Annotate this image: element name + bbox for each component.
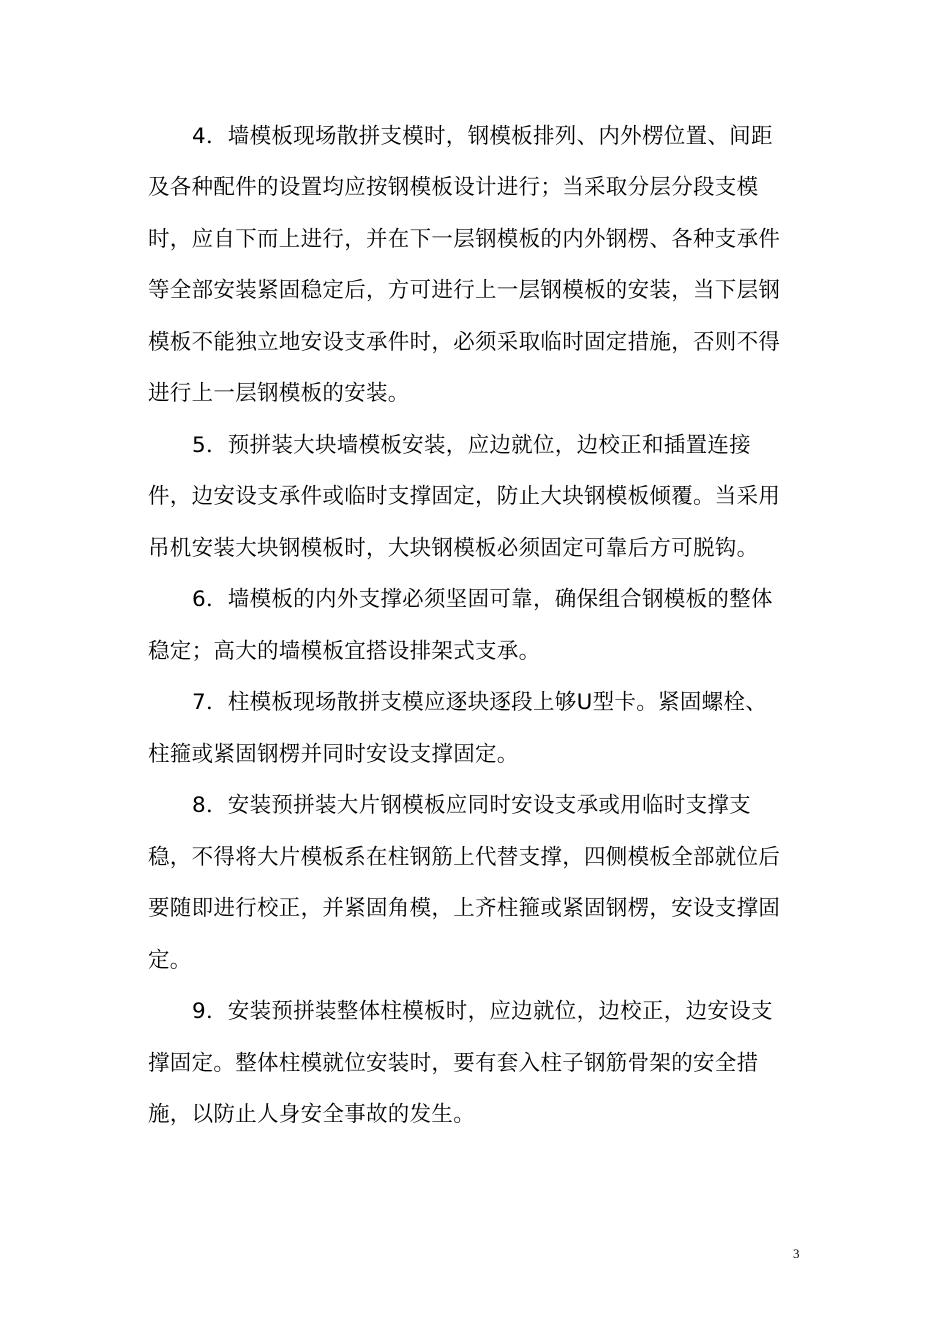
text-line: 6．墙模板的内外支撑必须坚固可靠，确保组合钢模板的整体 xyxy=(192,587,773,612)
text-line: 时，应自下而上进行，并在下一层钢模板的内外钢楞、各种支承件 xyxy=(148,227,781,252)
text-line: 等全部安装紧固稳定后，方可进行上一层钢模板的安装，当下层钢 xyxy=(148,278,781,303)
text-line: 定。 xyxy=(148,948,192,973)
text-line: 9．安装预拼装整体柱模板时，应边就位，边校正，边安设支 xyxy=(192,999,773,1024)
text-line: 及各种配件的设置均应按钢模板设计进行；当采取分层分段支模 xyxy=(148,175,759,200)
text-line: 柱箍或紧固钢楞并同时安设支撑固定。 xyxy=(148,742,519,767)
text-line: 施，以防止人身安全事故的发生。 xyxy=(148,1102,476,1127)
text-line: 模板不能独立地安设支承件时，必须采取临时固定措施，否则不得 xyxy=(148,330,781,355)
text-line: 要随即进行校正，并紧固角模，上齐柱箍或紧固钢楞，安设支撑固 xyxy=(148,896,781,921)
text-line: 件，边安设支承件或临时支撑固定，防止大块钢模板倾覆。当采用 xyxy=(148,484,781,509)
text-line: 稳，不得将大片模板系在柱钢筋上代替支撑，四侧模板全部就位后 xyxy=(148,845,781,870)
text-line: 进行上一层钢模板的安装。 xyxy=(148,381,410,406)
text-line: 5．预拼装大块墙模板安装，应边就位，边校正和插置连接 xyxy=(192,433,751,458)
text-line: 4．墙模板现场散拼支模时，钢模板排列、内外楞位置、间距 xyxy=(192,124,773,149)
text-line: 吊机安装大块钢模板时，大块钢模板必须固定可靠后方可脱钩。 xyxy=(148,536,759,561)
text-line: 7．柱模板现场散拼支模应逐块逐段上够U型卡。紧固螺栓、 xyxy=(192,690,768,715)
text-line: 稳定；高大的墙模板宜搭设排架式支承。 xyxy=(148,639,541,664)
page-number: 3 xyxy=(793,1246,800,1261)
text-line: 8．安装预拼装大片钢模板应同时安设支承或用临时支撑支 xyxy=(192,793,751,818)
text-line: 撑固定。整体柱模就位安装时，要有套入柱子钢筋骨架的安全措 xyxy=(148,1051,759,1076)
